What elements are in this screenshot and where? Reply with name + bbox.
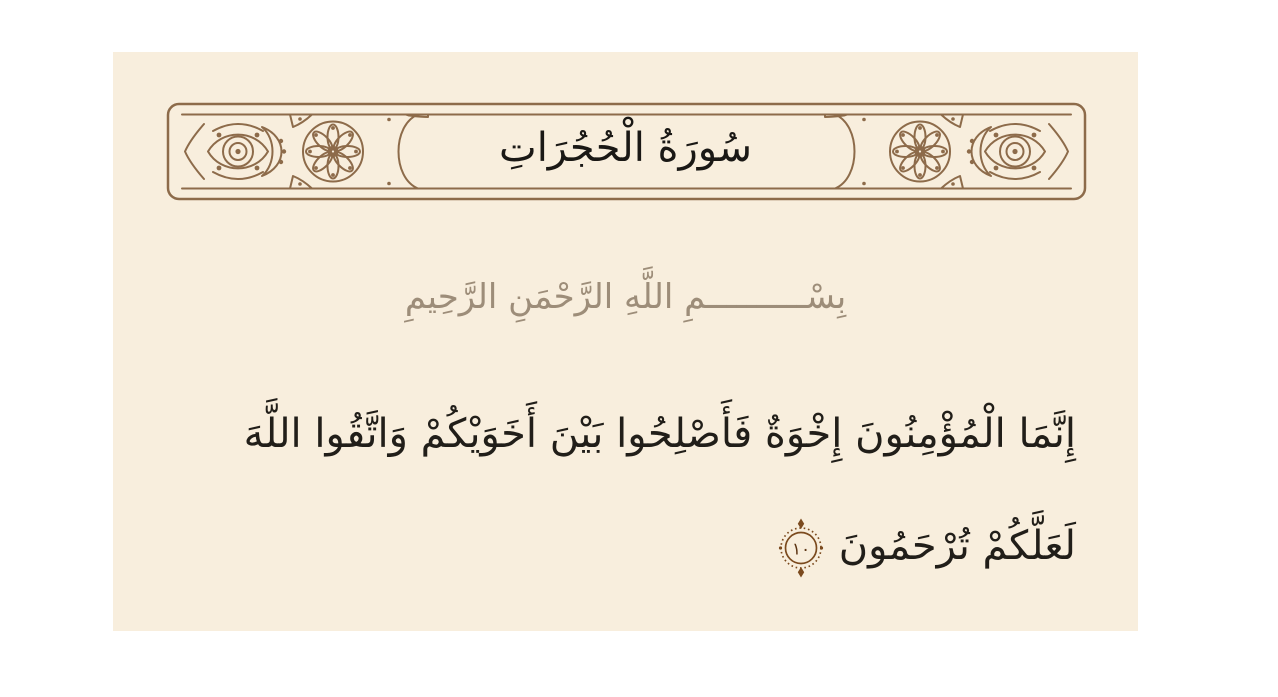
verse-line-2-text: لَعَلَّكُمْ تُرْحَمُونَ xyxy=(838,523,1076,569)
quran-page-canvas xyxy=(113,52,1138,631)
surah-title: سُورَةُ الْحُجُرَاتِ xyxy=(499,125,752,171)
verse-line-2 xyxy=(137,490,1076,602)
bismillah-text: بِسْــــــــــمِ اللَّهِ الرَّحْمَنِ الرَّحِيمِ xyxy=(404,277,847,317)
verse-end-marker-icon xyxy=(777,517,825,579)
verse-number: ١٠ xyxy=(791,539,810,560)
marker-top-finial xyxy=(798,519,804,530)
verse-line-1: إِنَّمَا الْمُؤْمِنُونَ إِخْوَةٌ فَأَصْلِحُوا بَيْنَ أَخَوَيْكُمْ وَاتَّقُوا اللَّهَ xyxy=(243,411,1076,457)
verse-text xyxy=(137,378,1076,602)
marker-bottom-finial xyxy=(798,567,804,578)
